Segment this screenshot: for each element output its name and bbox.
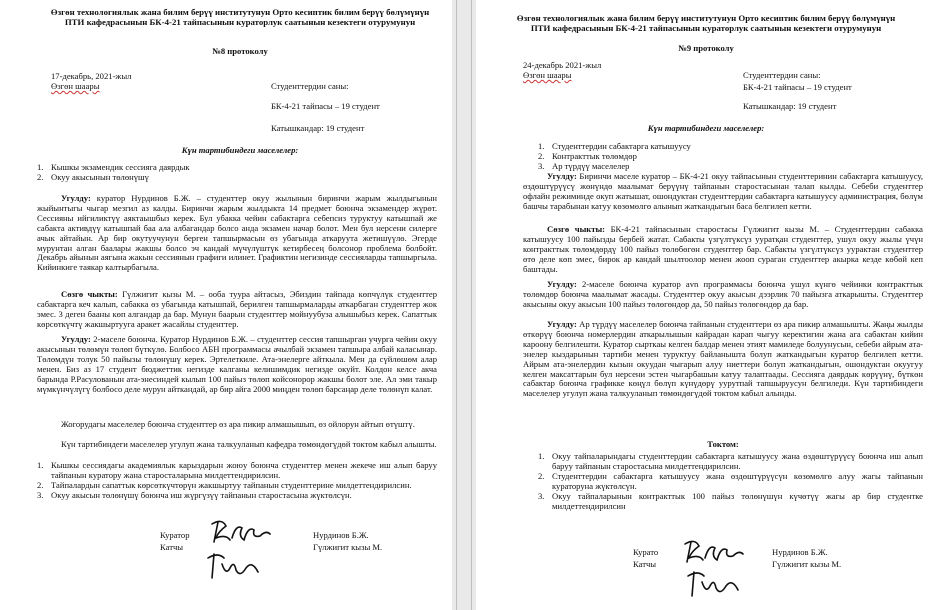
list-item: 3. Ар түрдүү маселелер (538, 160, 630, 171)
list-item: 1. Окуу тайпаларындагы студенттердин сабактарга катышуусу жана өздөштүрүүсү боюнча иш алып баруу тайпанын старостасына милдеттендирилсин. (538, 451, 923, 471)
list-item: 1. Студенттердин сабактарга катышуусу (538, 141, 691, 151)
protocol-page-8 (0, 0, 452, 610)
students-count-label: Студенттердин саны: (743, 70, 821, 80)
agenda-list (37, 163, 437, 183)
handwritten-signature-secretary (206, 550, 266, 582)
paragraph-heard-2: Угулду: 2-маселе боюнча куратор avn программасы боюнча ушул күнгө чейинки контракттык төлөмдөр боюнча маалымат жасады. Студенттер окуу акысын дээрлик 70 пайызга аткарышты. Студенттер акысыны окуу акысын 100 пайыз төлөгөндөр да, 50 пайыз төлөгөндөр да бар. (523, 279, 923, 309)
signer-role-curator: Курато (633, 547, 659, 557)
signer-name-curator: Нурдинов Б.Ж. (313, 530, 369, 540)
meeting-date: 17-декабрь, 2021-жыл (51, 71, 132, 81)
agenda-list (538, 142, 898, 172)
signer-role-secretary: Катчы (160, 542, 184, 552)
list-item: 2. Студенттердин сабактарга катышуусу жана өздөштүрүүсүн көзөмөлгө алуу жагы тайпанын кураторуна жүктөлсүн. (538, 470, 923, 491)
signer-role-secretary: Катчы (633, 559, 657, 569)
handwritten-signature-curator (208, 516, 278, 550)
signer-name-curator: Нурдинов Б.Ж. (772, 547, 828, 557)
attendance: Катышкандар: 19 студент (743, 101, 837, 111)
attendance: Катышкандар: 19 студент (271, 123, 365, 133)
paragraph-heard-1: Угулду: Биринчи маселе куратор – БК-4-21 окуу тайпасынын студенттеринин сабактарга катышуусу, өздөштүрүүсү жөнүндө маалымат берүүнү тайпанын старостасынан талап кылды. Себеби студенттер офлайн режиминде окуп жатышат, ошондуктан студенттердин сабактарга катышуусу администрация, бөлүм башчы тарабынан катуу көзөмөлгө алынып жаткандыгын баса белгилеп кетти. (523, 171, 924, 211)
paragraph-discussion: Жогорудагы маселелер боюнча студенттер өз ара пикир алмашышып, өз ойлорун айтып өтүштү. (61, 419, 415, 429)
signer-name-secretary: Гүлжигит кызы М. (313, 542, 383, 552)
list-item: 1. Кышкы экзамендик сессияга даярдык (37, 162, 190, 172)
agenda-heading: Күн тартибиндеги маселелер: (181, 145, 299, 155)
handwritten-signature-curator (681, 536, 751, 570)
meeting-date: 24-декабрь 2021-жыл (523, 60, 602, 70)
list-item: 3. Окуу акысын төлөнүшү боюнча иш жүргүзүү тайпанын старостасына жүктөлсүн. (37, 489, 352, 500)
paragraph-heard-3: Угулду: Ар түрдүү маселелер боюнча тайпанын студенттери өз ара пикир алмашышты. Жаңы жылды өткөрүү боюнча номерлердин аткарылышын кайрадан карап чыгуу керектигин жана ага сабактан кийин кароону белгилешти. Куратор сырткаы келген балдар менен этият мамиледе болуунусын, себеби айрым ата-энелер кыздарынын тартиби менен туруктуу байланышта болуп жаткандыгын куратор белгилеп кетти. Айрым ата-энелердин кызын окуудан чыгарып алуу ниеттери болуп жаткандыгын, ошондуктан окуугуу келген максаттарын бул нерсени эстен чыгарбашын катуу талаптаады. Сессияга даярдык көрүүнү, бүткөн сабактар боюнча графикке көңүл бөлүп күнүдөрү уурутпай тапшыруусун белгиледи. Күн тартибиндеги маселелер угулуп жана талкууланып төмөндөгүдөй токтом кабыл алынды. (523, 319, 923, 399)
page-divider (452, 0, 476, 610)
list-item: 2. Окуу акысынын төлөнүшү (37, 171, 149, 182)
decision-list (538, 452, 923, 511)
protocol-page-9 (476, 0, 931, 610)
list-item: 3. Окуу тайпаларынын контракттык 100 пайыз төлөнүшүн күчөтүү жагы ар бир студентке милдеттендирилсин (538, 490, 923, 511)
group-info: БК-4-21 тайпасы – 19 студент (743, 82, 852, 92)
signer-role-curator: Куратор (160, 530, 190, 540)
group-info: БК-4-21 тайпасы – 19 студент (271, 101, 380, 111)
paragraph-resolution-intro: Күн тартибиндеги маселелер угулуп жана талкууланып кафедра төмөндөгүдөй токтом кабыл алышты. (61, 439, 437, 449)
list-item: 2. Тайпалардын сапаттык көрсөткүчтөрүн жакшыртуу тайпанын студенттерине милдеттендирилсин. (37, 479, 412, 490)
paragraph-spoke: Сөзгө чыкты: БК-4-21 тайпасынын старостасы Гүлжигит кызы М. – Студенттердин сабакка катышуусу 100 пайызды бербей жатат. Сабакты үзгүлтүксүз ууратқан студенттер, ушул окуу жылы үчүн контракттык төлөмдөрдү 100 пайыз төлөбөгөн студенттер бар. Сабакты үзгүлтүксүз уурактан студенттер өтө деле көп эмес, бирок ар кандай шылтоолор менен жооп сураган студенттер акырка кезде көбөй кеп баштады. (523, 224, 923, 274)
decision-heading: Токтом: (707, 439, 739, 449)
paragraph-heard-2: Угулду: 2-маселе боюнча. Куратор Нурдинов Б.Ж. – студенттер сессия тапшырган учурга чейин окуу акысынын төлөмүн төлөп бүткүлө. Болбосо АБН программасы ачылбай экзамен тапшыра албай каласынар. Төлөмдүн толук 50 пайызы төлөнүшү керек. Эртелеткиле. Ата-энелерге айткыла. Мен да сүйлөшөм алар менен. Биз аз 17 студент бюджеттик негизде калганы келишимдик негизде окуйт. Колдон келсе акча барында Р.Расулованын ата-энесиндей кылып 100 пайыз төлөп койсонорор жакшы болот эле. Ал эми такыр мүмкүнчүлүгү болбосо деле мурун айткандай, ар бир айга 2000 миңден төлөп барсаңар деле төлөнүп калат. (37, 334, 438, 394)
paragraph-heard-1: Угулду: куратор Нурдинов Б.Ж. – студенттер окуу жылынын биринчи жарым жылдыгынын жыйынтыгы чыгар мезгил аз калды. Биринчи жарым жылдыкта 14 предмет боюнча экзамендер жүрөт. Сессияны ийгиликтүү аяктаышбыз керек. Бул убакка чейин сабактарга себепсиз туруктуу катышпай же сабакта активдүү катышпай баа ала албагандар болсо анда экзамен начар болот. Мен бул нерсени силерге ачык айтайын. Ар бир окутуучунун берген тапшырмасын өз убагында аткаруута жетишүүлө. Эгерде мурунтан алган баалары жакшы болсо эч кандай мүчүлүштүк кетирбесең болсонор проблема болбойт. Декабрь айынын аягына жакын сессиянын графиги илинет. Графиктин негизинде сессияларды тапшыргыла. Кийинкиге таякар калтырбагыла. (37, 193, 437, 273)
handwritten-signature-secretary (686, 568, 746, 600)
list-item: 2. Контракттык төлөмдөр (538, 150, 637, 161)
protocol-number: №8 протоколу (212, 46, 268, 56)
document-title: Өзгөн технологиялык жана билим берүү институтунун Орто кесиптик билим берүү бөлүмүнүн ПТИ кафедрасынын БК-4-21 тайпасынын кураторлук саатынын кезектеги отурумунун (50, 7, 430, 27)
protocol-number: №9 протоколу (678, 43, 734, 53)
decision-list (37, 461, 437, 501)
agenda-heading: Күн тартибиндеги маселелер: (647, 123, 765, 133)
meeting-city: Өзгөн шаары (523, 70, 572, 80)
document-title: Өзгөн технологиялык жана билим берүү институтунун Орто кесиптик билим берүү бөлүмүнүн ПТИ кафедрасынын БК-4-21 тайпасынын кураторлук саатынын кезектеги отурумунун (516, 13, 896, 33)
list-item: 1. Кышкы сессиядагы академиялык карыздарын жоюу боюнча студенттер менен жекече иш алып баруу тайпанын куратору жана старосталарына милдеттендирилсин. (37, 460, 437, 480)
students-count-label: Студенттердин саны: (271, 81, 349, 91)
paragraph-spoke: Сөзгө чыкты: Гүлжигит кызы М. – ооба туура айтасыз, Эбиздин тайпада көпчүлүк студенттер сабактарга кеч калып, сабакка өз убагында катышпай, берилген тапшырмаларды аткарбаган студенттер жок эмес. 3 деген бааны көп алгандар да бар. Мунун баарын студенттер мойнуубуза алышыбыз керек. Сапаттык көрсөткүчтү жакшыртууга аракет жасайлы студенттер. (37, 289, 438, 329)
meeting-city: Өзгөн шаары (51, 81, 100, 91)
signer-name-secretary: Гүлжигит кызы М. (772, 559, 842, 569)
